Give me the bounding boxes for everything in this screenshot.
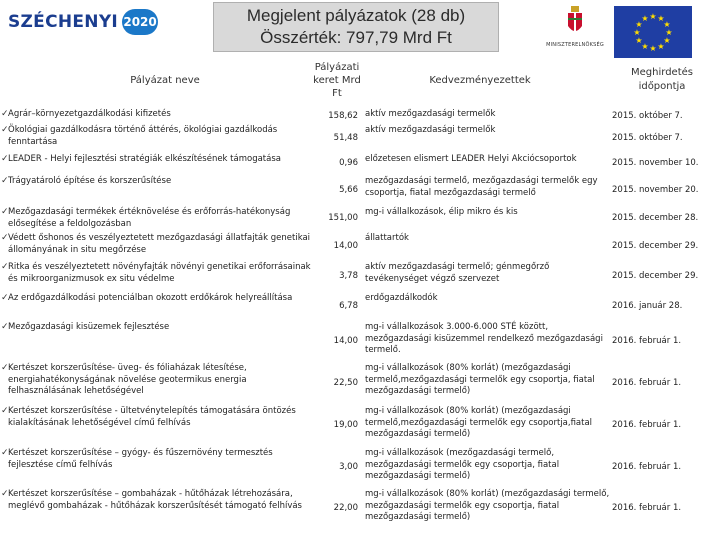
program-date: 2016. január 28. bbox=[612, 301, 683, 311]
program-name bbox=[1, 233, 313, 256]
program-budget: 0,96 bbox=[339, 158, 358, 168]
program-name-text: LEADER - Helyi fejlesztési stratégiák elkészítésének támogatása bbox=[8, 154, 281, 164]
title-line-1: Megjelent pályázatok (28 db) bbox=[246, 6, 466, 25]
header-value: Pályázati keret Mrd Ft bbox=[313, 61, 361, 99]
program-budget: 3,78 bbox=[339, 271, 358, 281]
program-name-text: Agrár–környezetgazdálkodási kifizetés bbox=[8, 109, 171, 119]
program-budget: 151,00 bbox=[328, 213, 358, 223]
program-beneficiaries: aktív mezőgazdasági termelő; génmegőrző tevékenységet végző szervezet bbox=[365, 262, 550, 284]
checkmark-icon: ✓ bbox=[1, 207, 9, 217]
program-beneficiaries: mg-i vállalkozások (80% korlát) (mezőgazdasági termelő,mezőgazdasági termelők egy csoportja, fiatal mezőgazdasági termelő) bbox=[365, 363, 595, 396]
program-budget: 5,66 bbox=[339, 185, 358, 195]
program-date: 2016. február 1. bbox=[612, 336, 682, 346]
svg-text:★: ★ bbox=[649, 44, 657, 53]
program-date: 2016. február 1. bbox=[612, 503, 682, 513]
program-name-text: Védett őshonos és veszélyeztetett mezőgazdasági állatfajták genetikai állományának in situ megőrzése bbox=[8, 233, 311, 255]
program-beneficiaries: mg-i vállalkozások 3.000-6.000 STÉ között, mezőgazdasági kisüzemmel rendelkező mezőgazdasági termelő. bbox=[365, 322, 603, 355]
program-beneficiaries: állattartók bbox=[365, 233, 409, 243]
program-budget: 6,78 bbox=[339, 301, 358, 311]
program-name-text: Mezőgazdasági kisüzemek fejlesztése bbox=[8, 322, 170, 332]
program-name bbox=[1, 262, 313, 285]
ministry-logo bbox=[545, 6, 605, 58]
table-row bbox=[0, 322, 720, 362]
program-beneficiaries: mg-i vállalkozások (mezőgazdasági termelő, mezőgazdasági termelők egy csoportja, fiatal mezőgazdasági termelő) bbox=[365, 448, 560, 481]
svg-text:★: ★ bbox=[657, 14, 665, 23]
svg-text:★: ★ bbox=[657, 42, 665, 51]
checkmark-icon: ✓ bbox=[1, 109, 9, 119]
program-name-text: Ritka és veszélyeztetett növényfajták növényi genetikai erőforrásainak és mikroorganizmusok ex situ védelme bbox=[8, 262, 311, 284]
slide-title bbox=[213, 2, 499, 52]
table-row bbox=[0, 125, 720, 153]
program-name-text: Az erdőgazdálkodási potenciálban okozott erdőkárok helyreállítása bbox=[8, 293, 293, 303]
program-date: 2016. február 1. bbox=[612, 420, 682, 430]
program-budget: 22,50 bbox=[333, 378, 358, 388]
program-date: 2015. december 29. bbox=[612, 241, 699, 251]
table-row bbox=[0, 233, 720, 261]
program-name bbox=[1, 293, 313, 305]
header-beneficiaries: Kedvezményezettek bbox=[429, 74, 531, 86]
program-budget: 14,00 bbox=[333, 241, 358, 251]
program-beneficiaries: aktív mezőgazdasági termelők bbox=[365, 109, 496, 119]
program-date: 2015. december 29. bbox=[612, 271, 699, 281]
program-name-text: Mezőgazdasági termékek értéknövelése és erőforrás-hatékonyság elősegítése a feldolgozásban bbox=[8, 207, 291, 229]
table-row bbox=[0, 448, 720, 488]
szechenyi-wordmark: SZÉCHENYI bbox=[8, 12, 119, 32]
program-name-text: Ökológiai gazdálkodásra történő áttérés, ökológiai gazdálkodás fenntartása bbox=[8, 125, 278, 147]
eu-flag-icon bbox=[614, 6, 692, 58]
table-row bbox=[0, 207, 720, 231]
program-name-text: Kertészet korszerűsítése – gombaházak - hűtőházak létrehozására, meglévő gombaházak - hűtőházak korszerűsítését támogató felhívás bbox=[8, 489, 302, 511]
table-row bbox=[0, 262, 720, 292]
checkmark-icon: ✓ bbox=[1, 176, 9, 186]
svg-text:★: ★ bbox=[663, 36, 671, 45]
program-name bbox=[1, 322, 313, 334]
table-row bbox=[0, 406, 720, 446]
program-name bbox=[1, 448, 313, 471]
svg-text:★: ★ bbox=[665, 28, 673, 37]
program-date: 2016. február 1. bbox=[612, 462, 682, 472]
checkmark-icon: ✓ bbox=[1, 233, 9, 243]
header-date: Meghirdetés időpontja bbox=[631, 67, 693, 92]
program-name bbox=[1, 125, 313, 148]
program-date: 2015. november 10. bbox=[612, 158, 699, 168]
program-date: 2015. október 7. bbox=[612, 133, 683, 143]
program-name bbox=[1, 109, 313, 121]
svg-text:★: ★ bbox=[635, 20, 643, 29]
program-name-text: Kertészet korszerűsítése- üveg- és fóliaházak létesítése, energiahatékonyságának növelése geotermikus energia felhasználásának lehetőségével bbox=[8, 363, 247, 396]
program-name bbox=[1, 154, 313, 166]
program-beneficiaries: mg-i vállalkozások (80% korlát) (mezőgazdasági termelő,mezőgazdasági termelők egy csoportja,fiatal mezőgazdasági termelő) bbox=[365, 406, 593, 439]
program-budget: 14,00 bbox=[333, 336, 358, 346]
svg-text:★: ★ bbox=[663, 20, 671, 29]
program-budget: 51,48 bbox=[333, 133, 358, 143]
svg-text:★: ★ bbox=[641, 42, 649, 51]
checkmark-icon: ✓ bbox=[1, 363, 9, 373]
program-budget: 158,62 bbox=[328, 110, 358, 121]
program-name-text: Kertészet korszerűsítése – gyógy- és fűszernövény termesztés fejlesztése című felhívás bbox=[8, 448, 273, 470]
header-name: Pályázat neve bbox=[130, 74, 200, 86]
program-beneficiaries: aktív mezőgazdasági termelők bbox=[365, 125, 496, 135]
hungarian-crest-icon bbox=[567, 6, 583, 36]
table-row bbox=[0, 489, 720, 529]
checkmark-icon: ✓ bbox=[1, 125, 9, 135]
program-name bbox=[1, 207, 313, 230]
szechenyi-2020-badge: 2020 bbox=[122, 9, 158, 35]
program-date: 2015. november 20. bbox=[612, 185, 699, 195]
svg-text:★: ★ bbox=[649, 12, 657, 21]
program-date: 2016. február 1. bbox=[612, 378, 682, 388]
ministry-label: MINISZTERELNÖKSÉG bbox=[546, 42, 604, 48]
program-beneficiaries: előzetesen elismert LEADER Helyi Akciócsoportok bbox=[365, 154, 577, 164]
svg-text:★: ★ bbox=[633, 28, 641, 37]
table-row bbox=[0, 363, 720, 405]
program-name-text: Kertészet korszerűsítése - ültetvénytelepítés támogatására öntözés kialakításának lehetőségével című felhívás bbox=[8, 406, 296, 428]
program-beneficiaries: erdőgazdálkodók bbox=[365, 293, 438, 303]
program-date: 2015. december 28. bbox=[612, 213, 699, 223]
program-beneficiaries: mg-i vállalkozások (80% korlát) (mezőgazdasági termelő, mezőgazdasági termelők egy csoportja, fiatal mezőgazdasági termelő) bbox=[365, 489, 610, 522]
program-name bbox=[1, 406, 313, 429]
checkmark-icon: ✓ bbox=[1, 322, 9, 332]
program-budget: 3,00 bbox=[339, 462, 358, 472]
table-row bbox=[0, 109, 720, 124]
checkmark-icon: ✓ bbox=[1, 293, 9, 303]
program-budget: 19,00 bbox=[333, 420, 358, 430]
title-line-2: Összérték: 797,79 Mrd Ft bbox=[260, 28, 452, 47]
program-name bbox=[1, 176, 313, 188]
program-name bbox=[1, 363, 313, 398]
checkmark-icon: ✓ bbox=[1, 489, 9, 499]
program-name bbox=[1, 489, 313, 512]
checkmark-icon: ✓ bbox=[1, 154, 9, 164]
table-row bbox=[0, 176, 720, 206]
program-date: 2015. október 7. bbox=[612, 110, 683, 121]
szechenyi-logo bbox=[8, 4, 158, 40]
svg-text:★: ★ bbox=[635, 36, 643, 45]
checkmark-icon: ✓ bbox=[1, 406, 9, 416]
program-budget: 22,00 bbox=[333, 503, 358, 513]
table-row bbox=[0, 154, 720, 174]
program-beneficiaries: mezőgazdasági termelő, mezőgazdasági termelők egy csoportja, fiatal mezőgazdasági termelő bbox=[365, 176, 598, 198]
program-name-text: Trágyatároló építése és korszerűsítése bbox=[8, 176, 172, 186]
checkmark-icon: ✓ bbox=[1, 262, 9, 272]
svg-text:★: ★ bbox=[641, 14, 649, 23]
program-beneficiaries: mg-i vállalkozások, élip mikro és kis bbox=[365, 207, 518, 217]
eu-stars-icon bbox=[614, 6, 692, 58]
table-row bbox=[0, 293, 720, 321]
checkmark-icon: ✓ bbox=[1, 448, 9, 458]
